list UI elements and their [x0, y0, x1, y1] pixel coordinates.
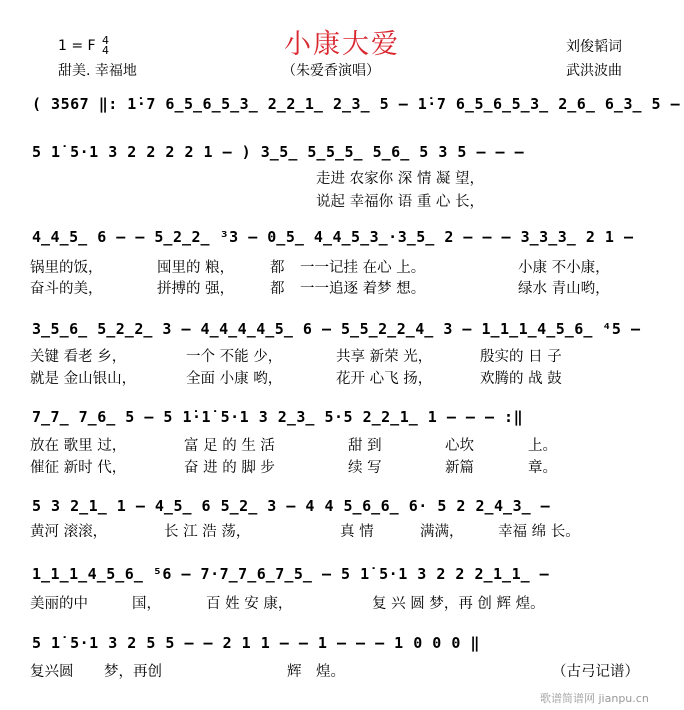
lyric-segment: 共享 新荣 光，	[336, 349, 433, 365]
lyric-segment: 复 兴 圆 梦，再 创 辉 煌。	[372, 596, 545, 612]
lyric-segment: 一个 不能 少，	[186, 349, 283, 365]
lyric-segment: 都	[270, 281, 285, 297]
score-row-1: ( 3567 ‖: 1̇·7 6̲5̲6̲5̲3̲ 2̲2̲1̲ 2̲3̲ 5 – 1̇·7 6̲5̲6̲5̲3̲ 2̲6̲ 6̲3̲ 5 –	[32, 95, 681, 113]
lyric-segment: 拼搏的 强，	[157, 281, 235, 297]
score-row-2: 5 1̇ 5·1 3 2 2 2 2 1 – ) 3̲5̲ 5̲5̲5̲ 5̲6̲ 5 3 5 – – –	[32, 143, 525, 161]
lyric-segment: 花开 心飞 扬，	[336, 371, 433, 387]
lyric-segment: 幸福 绵 长。	[498, 524, 580, 540]
lyric-segment: 新篇	[445, 460, 474, 476]
lyric-segment: 章。	[528, 460, 557, 476]
lyric-segment: 锅里的饭，	[30, 260, 103, 276]
lyric-segment: 全面 小康 哟，	[186, 371, 283, 387]
score-row-7: 1̲1̲1̲4̲5̲6̲ ⁵6 – 7·7̲7̲6̲7̲5̲ – 5 1̇ 5·1 3 2 2 2̲1̲1̲ –	[32, 565, 550, 583]
lyric-segment: 小康 不小康，	[518, 260, 610, 276]
lyric-segment: 一一追逐 着梦 想。	[300, 281, 426, 297]
lyric-segment: 放在 歌里 过，	[30, 438, 127, 454]
lyric-segment: 黄河 滚滚，	[30, 524, 108, 540]
lyric-segment: 囤里的 粮，	[157, 260, 235, 276]
lyric-line: 说起 幸福你 语 重 心 长，	[316, 194, 485, 210]
lyric-segment: 殷实的 日 子	[480, 349, 562, 365]
lyric-segment: 长 江 浩 荡，	[164, 524, 251, 540]
lyric-segment: 梦，再创	[104, 664, 162, 680]
key-label: 1 = F	[58, 38, 96, 54]
score-row-3: 4̲4̲5̲ 6 – – 5̲2̲2̲ ³3 – 0̲5̲ 4̲4̲5̲3̲·3̲5̲ 2 – – – 3̲3̲3̲ 2 1 –	[32, 228, 634, 246]
transcriber-credit: （古弓记谱）	[552, 664, 639, 680]
singer-credit: （朱爱香演唱）	[282, 63, 380, 79]
score-row-8: 5 1̇ 5·1 3 2 5 5 – – 2 1 1 – – 1 – – – 1 0 0 0 ‖	[32, 634, 480, 652]
song-title: 小康大爱	[284, 29, 400, 60]
lyric-segment: 催征 新时 代，	[30, 460, 127, 476]
score-row-4: 3̲5̲6̲ 5̲2̲2̲ 3 – 4̲4̲4̲4̲5̲ 6 – 5̲5̲2̲2̲4̲ 3 – 1̲1̲1̲4̲5̲6̲ ⁴5 –	[32, 320, 641, 338]
lyric-segment: 欢腾的 战 鼓	[480, 371, 562, 387]
lyric-segment: 关键 看老 乡，	[30, 349, 127, 365]
lyric-segment: 绿水 青山哟，	[518, 281, 610, 297]
lyric-segment: 奋斗的美，	[30, 281, 103, 297]
lyricist-credit: 刘俊韬词	[566, 39, 622, 55]
lyric-segment: 上。	[528, 438, 557, 454]
lyric-segment: 一一记挂 在心 上。	[300, 260, 426, 276]
score-row-5: 7̲7̲ 7̲6̲ 5 – 5 1̇·1̇ 5·1 3 2̲3̲ 5·5 2̲2̲1̲ 1 – – – :‖	[32, 408, 524, 426]
lyric-segment: 国，	[132, 596, 161, 612]
tempo-mood: 甜美. 幸福地	[58, 63, 137, 79]
time-top: 4	[102, 34, 110, 47]
lyric-segment: 就是 金山银山，	[30, 371, 137, 387]
lyric-segment: 甜 到	[348, 438, 382, 454]
lyric-segment: 复兴圆	[30, 664, 74, 680]
lyric-segment: 都	[270, 260, 285, 276]
lyric-segment: 美丽的中	[30, 596, 88, 612]
composer-credit: 武洪波曲	[566, 63, 622, 79]
lyric-segment: 百 姓 安 康，	[206, 596, 293, 612]
lyric-segment: 续 写	[348, 460, 382, 476]
lyric-segment: 奋 进 的 脚 步	[184, 460, 275, 476]
lyric-line: 走进 农家你 深 情 凝 望，	[316, 171, 485, 187]
lyric-segment: 满满，	[420, 524, 464, 540]
key-signature	[58, 36, 109, 56]
lyric-segment: 心坎	[445, 438, 474, 454]
lyric-segment: 富 足 的 生 活	[184, 438, 275, 454]
watermark: 歌谱简谱网 jianpu.cn	[540, 692, 649, 705]
score-row-6: 5 3 2̲1̲ 1 – 4̲5̲ 6 5̲2̲ 3 – 4 4 5̲6̲6̲ 6· 5 2 2̲4̲3̲ –	[32, 497, 551, 515]
time-signature	[102, 36, 109, 56]
lyric-segment: 真 情	[340, 524, 374, 540]
time-bottom: 4	[102, 44, 110, 57]
lyric-segment: 煌。	[316, 664, 345, 680]
lyric-segment: 辉	[287, 664, 302, 680]
